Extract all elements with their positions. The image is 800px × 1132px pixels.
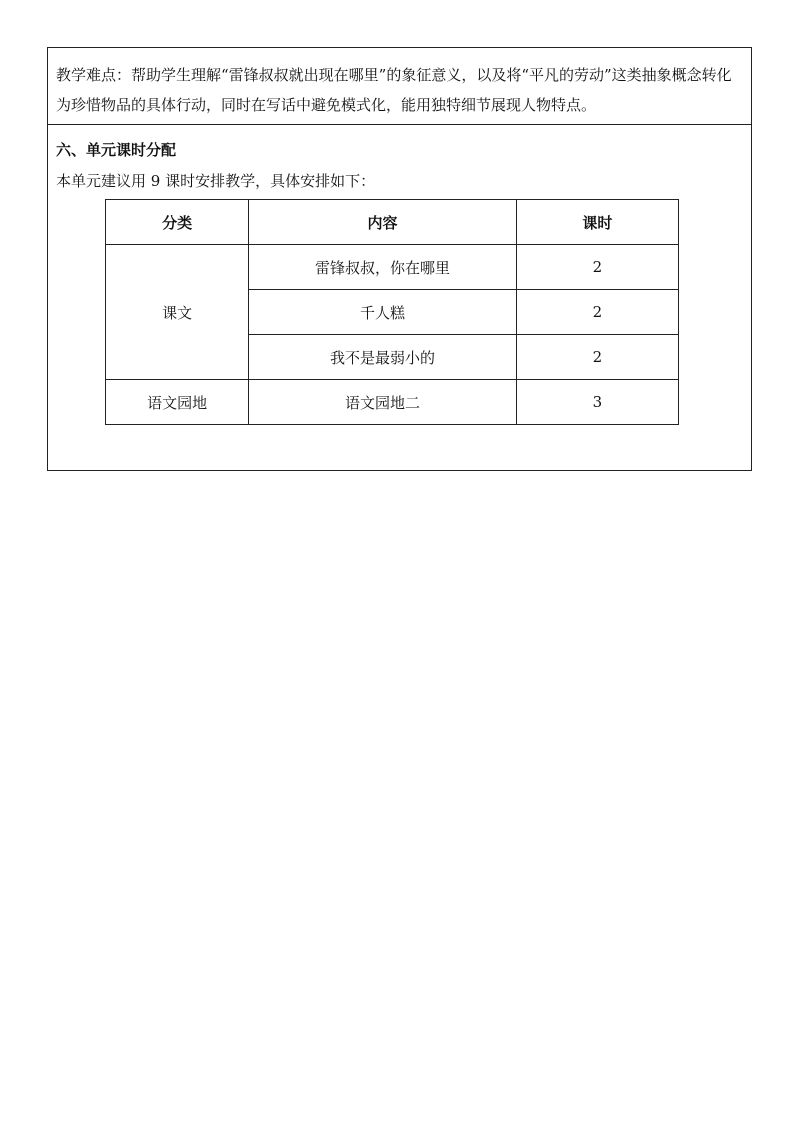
content-cell: 我不是最弱小的 <box>249 335 517 380</box>
content-cell: 雷锋叔叔，你在哪里 <box>249 245 517 290</box>
document-frame <box>47 47 752 471</box>
category-cell-yuwen: 语文园地 <box>106 380 249 425</box>
section-intro: 本单元建议用 9 课时安排教学，具体安排如下： <box>56 172 376 190</box>
table-header-row <box>106 200 679 245</box>
teaching-difficulty-paragraph: 教学难点：帮助学生理解“雷锋叔叔就出现在哪里”的象征意义，以及将“平凡的劳动”这类抽象概念转化为珍惜物品的具体行动，同时在写话中避免模式化，能用独特细节展现人物特点。 <box>48 48 751 125</box>
header-content: 内容 <box>249 200 517 245</box>
content-cell: 语文园地二 <box>249 380 517 425</box>
hours-cell: 2 <box>516 290 678 335</box>
hours-cell: 3 <box>516 380 678 425</box>
lesson-allocation-table <box>105 199 679 425</box>
hours-cell: 2 <box>516 245 678 290</box>
content-cell: 千人糕 <box>249 290 517 335</box>
table-row <box>106 380 679 425</box>
section-heading: 六、单元课时分配 <box>56 141 177 159</box>
header-hours: 课时 <box>516 200 678 245</box>
hours-cell: 2 <box>516 335 678 380</box>
header-category: 分类 <box>106 200 249 245</box>
category-cell-kewen: 课文 <box>106 245 249 380</box>
table-row <box>106 245 679 290</box>
